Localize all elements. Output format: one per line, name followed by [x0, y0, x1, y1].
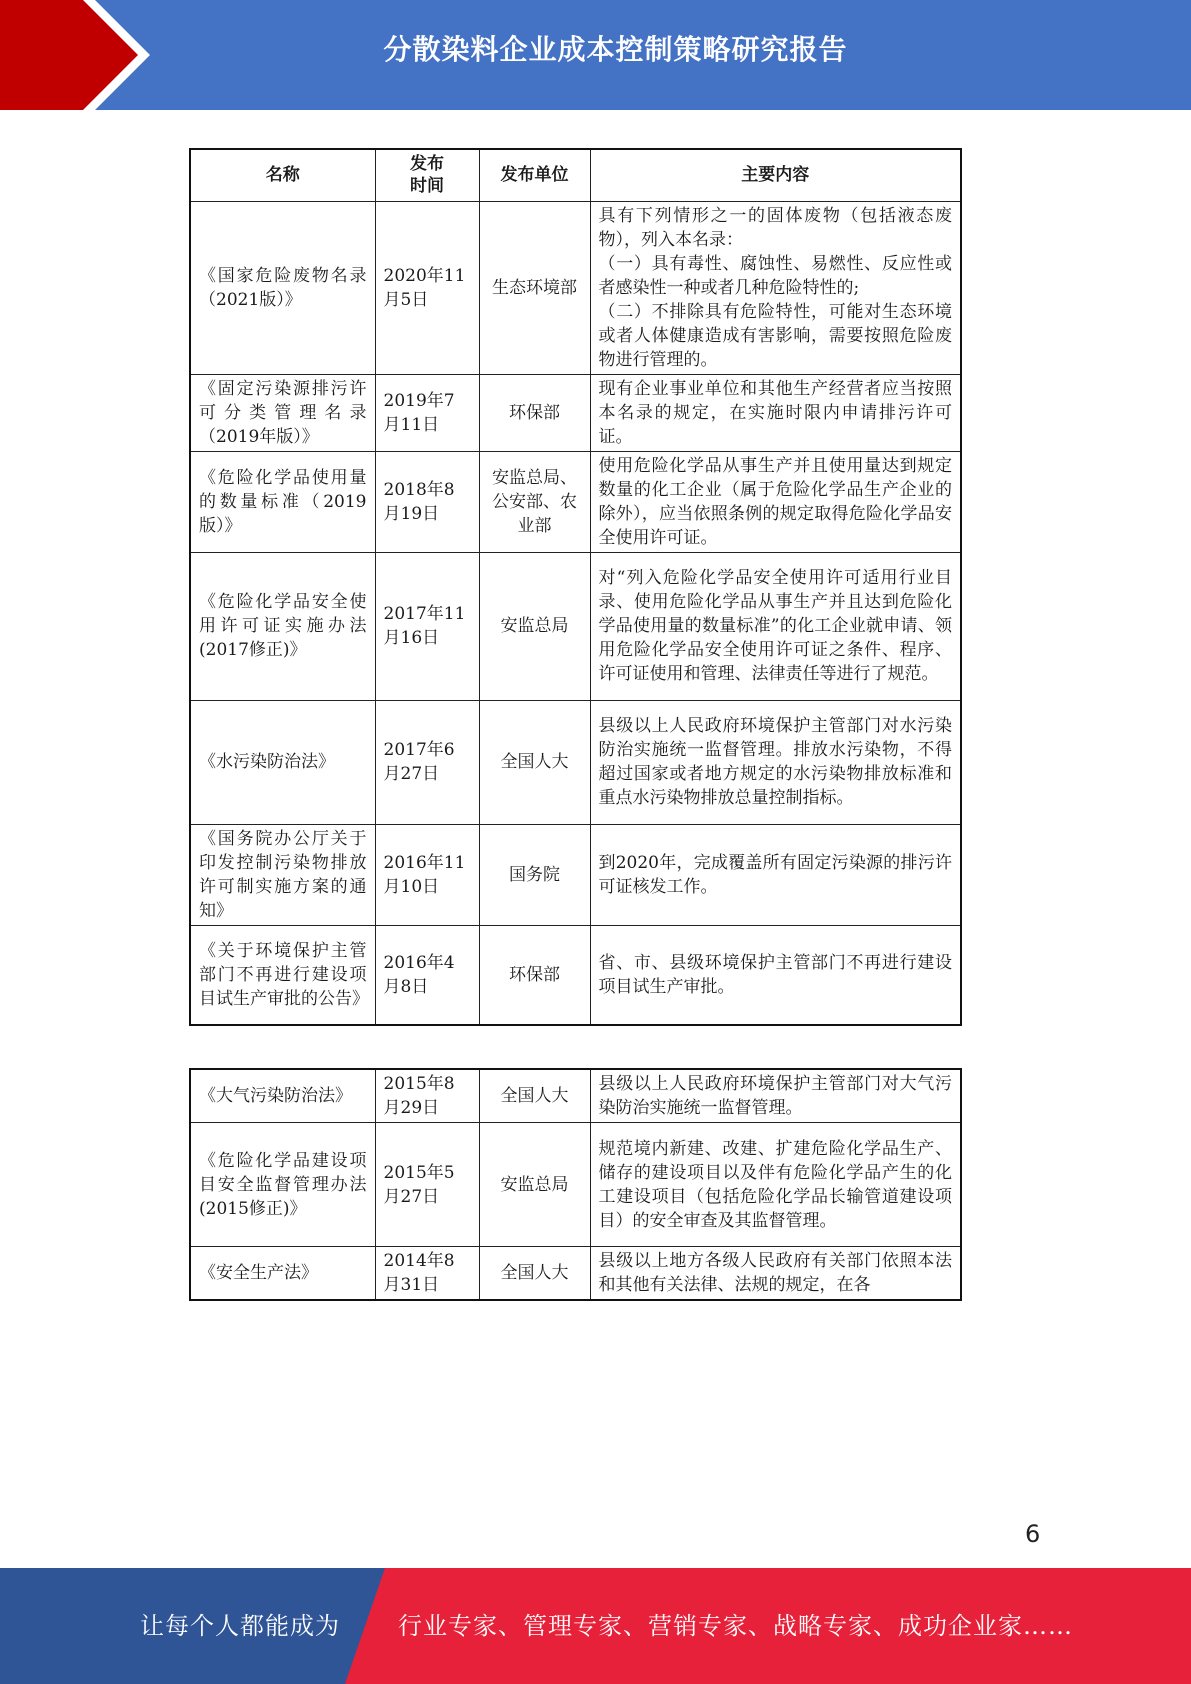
- main-content: 县级以上人民政府环境保护主管部门对水污染防治实施统一监督管理。排放水污染物，不得超过国家或者地方规定的水污染物排放标准和重点水污染物排放总量控制指标。: [590, 700, 961, 824]
- publish-date: 2020年11月5日: [375, 201, 479, 374]
- regulation-name: 《危险化学品建设项目安全监督管理办法(2015修正)》: [190, 1123, 375, 1247]
- publisher: 安监总局: [479, 552, 590, 700]
- header-name: 名称: [190, 149, 375, 201]
- publish-date: 2018年8月19日: [375, 451, 479, 552]
- regulation-name: 《大气污染防治法》: [190, 1069, 375, 1123]
- publisher: 全国人大: [479, 1069, 590, 1123]
- footer-slogan-right: 行业专家、管理专家、营销专家、战略专家、成功企业家……: [398, 1612, 1073, 1640]
- publish-date: 2017年11月16日: [375, 552, 479, 700]
- header-unit: 发布单位: [479, 149, 590, 201]
- main-content: 省、市、县级环境保护主管部门不再进行建设项目试生产审批。: [590, 925, 961, 1025]
- table-row: [190, 1069, 961, 1123]
- publish-date: 2016年11月10日: [375, 824, 479, 925]
- publish-date: 2014年8月31日: [375, 1247, 479, 1301]
- page-footer: [0, 1568, 1191, 1684]
- regulation-name: 《安全生产法》: [190, 1247, 375, 1301]
- publish-date: 2019年7月11日: [375, 374, 479, 451]
- main-content: 现有企业事业单位和其他生产经营者应当按照本名录的规定，在实施时限内申请排污许可证。: [590, 374, 961, 451]
- publisher: 全国人大: [479, 700, 590, 824]
- publish-date: 2015年5月27日: [375, 1123, 479, 1247]
- regulation-name: 《水污染防治法》: [190, 700, 375, 824]
- publish-date: 2017年6月27日: [375, 700, 479, 824]
- regulation-name: 《危险化学品安全使用许可证实施办法(2017修正)》: [190, 552, 375, 700]
- regulations-table: [189, 148, 962, 1026]
- footer-slogan-left: 让每个人都能成为: [140, 1612, 340, 1640]
- table-row: [190, 700, 961, 824]
- main-content: 县级以上地方各级人民政府有关部门依照本法和其他有关法律、法规的规定，在各: [590, 1247, 961, 1301]
- regulation-name: 《国务院办公厅关于印发控制污染物排放许可制实施方案的通知》: [190, 824, 375, 925]
- publisher: 安监总局: [479, 1123, 590, 1247]
- table-row: [190, 824, 961, 925]
- regulation-name: 《危险化学品使用量的数量标准（2019版）》: [190, 451, 375, 552]
- publisher: 安监总局、公安部、农业部: [479, 451, 590, 552]
- regulation-name: 《国家危险废物名录（2021版）》: [190, 201, 375, 374]
- page-header: [0, 0, 1191, 110]
- publish-date: 2015年8月29日: [375, 1069, 479, 1123]
- publisher: 环保部: [479, 925, 590, 1025]
- main-content: 到2020年，完成覆盖所有固定污染源的排污许可证核发工作。: [590, 824, 961, 925]
- publisher: 国务院: [479, 824, 590, 925]
- page-number: 6: [1025, 1520, 1041, 1548]
- table-row: [190, 925, 961, 1025]
- table-row: [190, 552, 961, 700]
- table-row: [190, 1247, 961, 1301]
- publisher: 环保部: [479, 374, 590, 451]
- main-content: 县级以上人民政府环境保护主管部门对大气污染防治实施统一监督管理。: [590, 1069, 961, 1123]
- regulation-name: 《关于环境保护主管部门不再进行建设项目试生产审批的公告》: [190, 925, 375, 1025]
- header-content: 主要内容: [590, 149, 961, 201]
- report-title: 分散染料企业成本控制策略研究报告: [383, 33, 848, 66]
- regulations-table-continued: [189, 1068, 962, 1301]
- table-row: [190, 201, 961, 374]
- publisher: 全国人大: [479, 1247, 590, 1301]
- main-content: 具有下列情形之一的固体废物（包括液态废物），列入本名录： （一）具有毒性、腐蚀性、易燃性、反应性或者感染性一种或者几种危险特性的; （二）不排除具有危险特性，可能对生态环境或者人体健康造成有害影响，需要按照危险废物进行管理的。: [590, 201, 961, 374]
- main-content: 规范境内新建、改建、扩建危险化学品生产、储存的建设项目以及伴有危险化学品产生的化工建设项目（包括危险化学品长输管道建设项目）的安全审查及其监督管理。: [590, 1123, 961, 1247]
- table-row: [190, 374, 961, 451]
- publisher: 生态环境部: [479, 201, 590, 374]
- table-row: [190, 1123, 961, 1247]
- header-date: 发布 时间: [375, 149, 479, 201]
- regulation-name: 《固定污染源排污许可分类管理名录（2019年版）》: [190, 374, 375, 451]
- main-content: 使用危险化学品从事生产并且使用量达到规定数量的化工企业（属于危险化学品生产企业的除外），应当依照条例的规定取得危险化学品安全使用许可证。: [590, 451, 961, 552]
- table-row: [190, 451, 961, 552]
- publish-date: 2016年4月8日: [375, 925, 479, 1025]
- main-content: 对“列入危险化学品安全使用许可适用行业目录、使用危险化学品从事生产并且达到危险化学品使用量的数量标准”的化工企业就申请、领用危险化学品安全使用许可证之条件、程序、许可证使用和管理、法律责任等进行了规范。: [590, 552, 961, 700]
